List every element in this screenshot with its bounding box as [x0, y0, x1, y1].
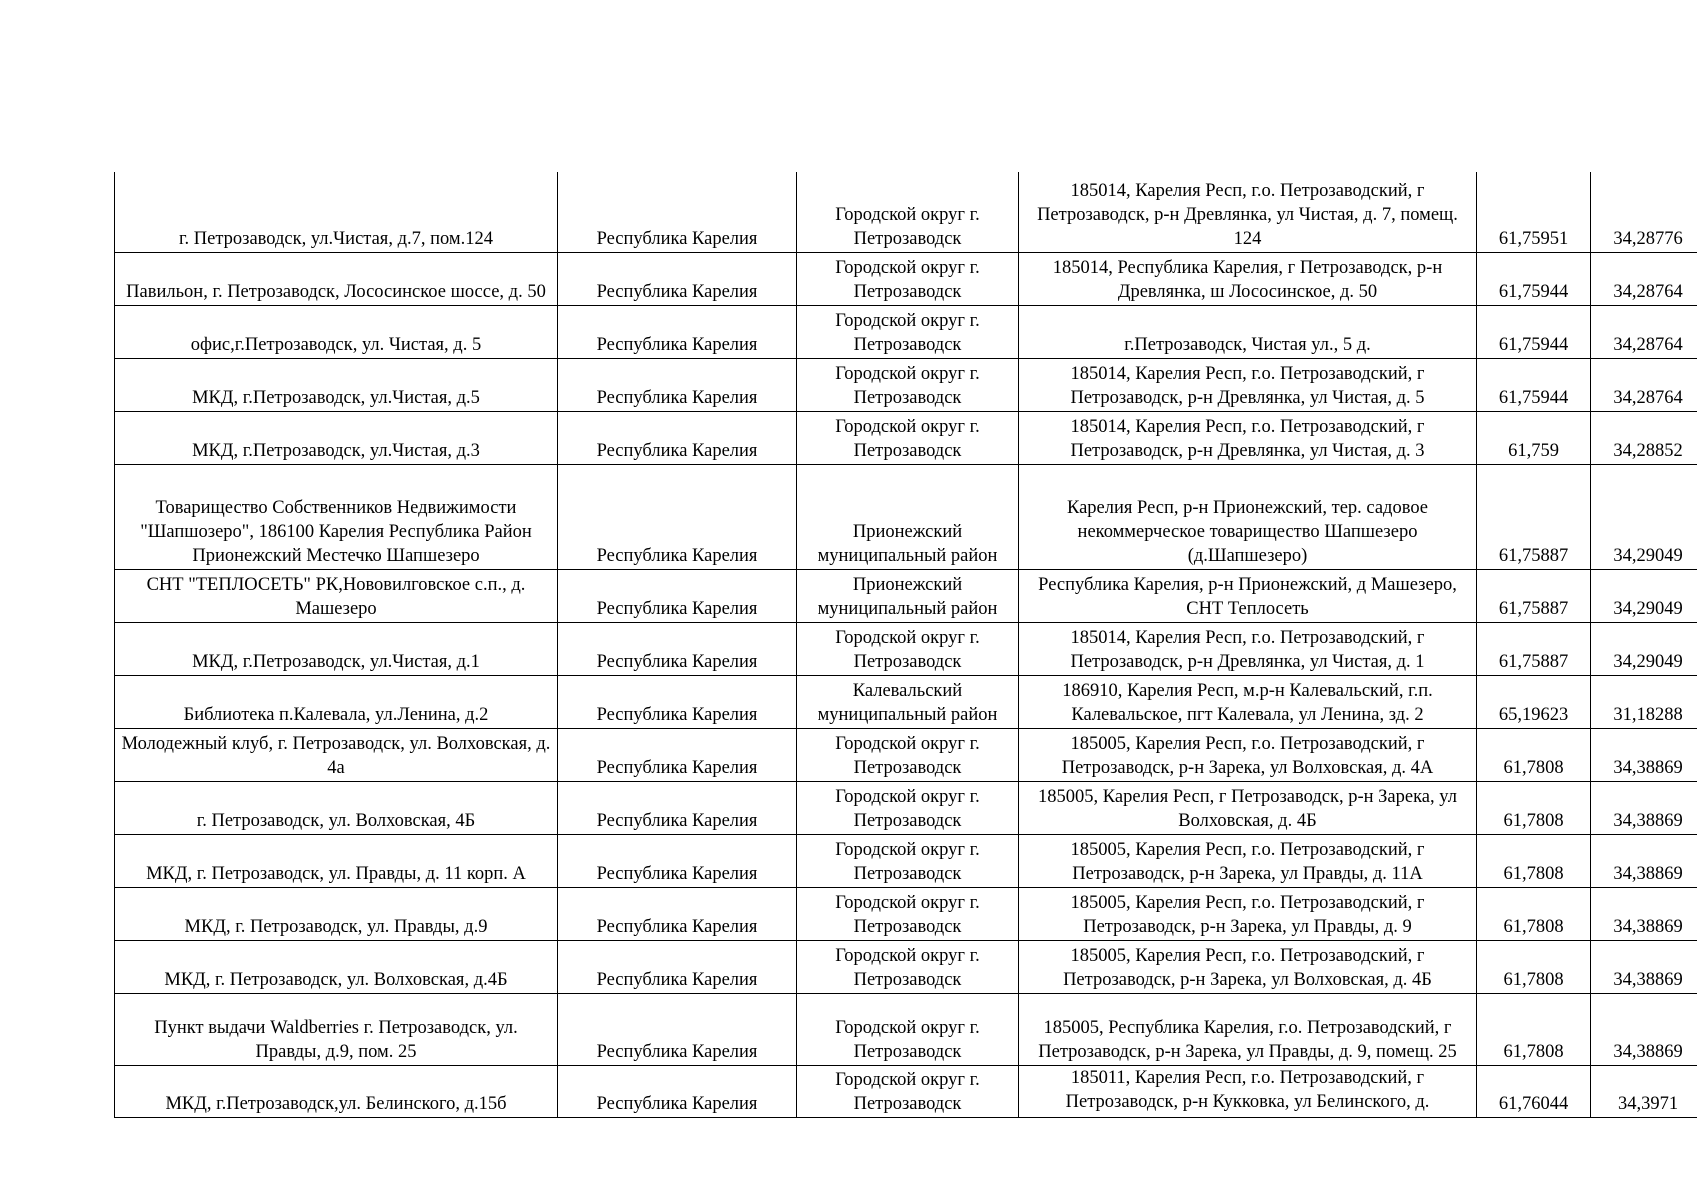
address-cell: Карелия Респ, р-н Прионежский, тер. садовое некоммерческое товарищество Шапшезеро (д.Шапшезеро)	[1019, 464, 1477, 569]
region-cell: Республика Карелия	[558, 305, 797, 358]
municipality-cell: Городской округ г. Петрозаводск	[797, 887, 1019, 940]
latitude-cell: 65,19623	[1477, 675, 1591, 728]
region-cell: Республика Карелия	[558, 940, 797, 993]
region-cell: Республика Карелия	[558, 834, 797, 887]
object-name-cell: Молодежный клуб, г. Петрозаводск, ул. Волховская, д. 4а	[115, 728, 558, 781]
municipality-cell: Городской округ г. Петрозаводск	[797, 834, 1019, 887]
table-row	[115, 464, 1697, 569]
latitude-cell: 61,7808	[1477, 834, 1591, 887]
longitude-cell: 34,28764	[1591, 305, 1697, 358]
table-row	[115, 622, 1697, 675]
object-name-cell: Павильон, г. Петрозаводск, Лососинское шоссе, д. 50	[115, 252, 558, 305]
table-row	[115, 728, 1697, 781]
region-cell: Республика Карелия	[558, 675, 797, 728]
table-row	[115, 887, 1697, 940]
table-row	[115, 411, 1697, 464]
municipality-cell: Прионежский муниципальный район	[797, 569, 1019, 622]
address-cell: 185005, Карелия Респ, г.о. Петрозаводский, г Петрозаводск, р-н Зарека, ул Правды, д. 9	[1019, 887, 1477, 940]
latitude-cell: 61,75944	[1477, 358, 1591, 411]
address-cell: 185014, Карелия Респ, г.о. Петрозаводский, г Петрозаводск, р-н Древлянка, ул Чистая, д. 1	[1019, 622, 1477, 675]
longitude-cell: 34,28776	[1591, 172, 1697, 252]
object-name-cell: МКД, г.Петрозаводск, ул.Чистая, д.1	[115, 622, 558, 675]
longitude-cell: 34,28764	[1591, 358, 1697, 411]
longitude-cell: 34,29049	[1591, 464, 1697, 569]
longitude-cell: 34,29049	[1591, 569, 1697, 622]
region-cell: Республика Карелия	[558, 252, 797, 305]
table-row	[115, 675, 1697, 728]
municipality-cell: Прионежский муниципальный район	[797, 464, 1019, 569]
latitude-cell: 61,7808	[1477, 781, 1591, 834]
longitude-cell: 34,38869	[1591, 728, 1697, 781]
latitude-cell: 61,76044	[1477, 1065, 1591, 1117]
address-cell: 185005, Карелия Респ, г.о. Петрозаводский, г Петрозаводск, р-н Зарека, ул Правды, д. 11А	[1019, 834, 1477, 887]
table-row	[115, 305, 1697, 358]
object-name-cell: Товарищество Собственников Недвижимости "Шапшозеро", 186100 Карелия Республика Район Прионежский Местечко Шапшезеро	[115, 464, 558, 569]
region-cell: Республика Карелия	[558, 781, 797, 834]
latitude-cell: 61,7808	[1477, 887, 1591, 940]
table-row	[115, 569, 1697, 622]
address-cell: 185005, Карелия Респ, г.о. Петрозаводский, г Петрозаводск, р-н Зарека, ул Волховская, д. 4А	[1019, 728, 1477, 781]
object-name-cell: офис,г.Петрозаводск, ул. Чистая, д. 5	[115, 305, 558, 358]
region-cell: Республика Карелия	[558, 569, 797, 622]
address-table	[114, 172, 1697, 1118]
longitude-cell: 34,38869	[1591, 834, 1697, 887]
longitude-cell: 34,38869	[1591, 781, 1697, 834]
region-cell: Республика Карелия	[558, 411, 797, 464]
municipality-cell: Городской округ г. Петрозаводск	[797, 252, 1019, 305]
region-cell: Республика Карелия	[558, 887, 797, 940]
object-name-cell: Библиотека п.Калевала, ул.Ленина, д.2	[115, 675, 558, 728]
region-cell: Республика Карелия	[558, 993, 797, 1065]
object-name-cell: г. Петрозаводск, ул.Чистая, д.7, пом.124	[115, 172, 558, 252]
latitude-cell: 61,7808	[1477, 728, 1591, 781]
latitude-cell: 61,75887	[1477, 464, 1591, 569]
longitude-cell: 34,28852	[1591, 411, 1697, 464]
longitude-cell: 34,3971	[1591, 1065, 1697, 1117]
latitude-cell: 61,75951	[1477, 172, 1591, 252]
address-cell: 185014, Республика Карелия, г Петрозаводск, р-н Древлянка, ш Лососинское, д. 50	[1019, 252, 1477, 305]
latitude-cell: 61,759	[1477, 411, 1591, 464]
longitude-cell: 34,38869	[1591, 993, 1697, 1065]
object-name-cell: МКД, г.Петрозаводск, ул.Чистая, д.3	[115, 411, 558, 464]
municipality-cell: Городской округ г. Петрозаводск	[797, 993, 1019, 1065]
address-cell: 185014, Карелия Респ, г.о. Петрозаводский, г Петрозаводск, р-н Древлянка, ул Чистая, д. 3	[1019, 411, 1477, 464]
longitude-cell: 34,28764	[1591, 252, 1697, 305]
table-row	[115, 993, 1697, 1065]
address-cell: 185011, Карелия Респ, г.о. Петрозаводский, г Петрозаводск, р-н Кукковка, ул Белинского, д.	[1019, 1065, 1477, 1117]
latitude-cell: 61,75887	[1477, 569, 1591, 622]
latitude-cell: 61,75887	[1477, 622, 1591, 675]
longitude-cell: 34,29049	[1591, 622, 1697, 675]
table-row	[115, 358, 1697, 411]
longitude-cell: 31,18288	[1591, 675, 1697, 728]
object-name-cell: МКД, г. Петрозаводск, ул. Правды, д.9	[115, 887, 558, 940]
region-cell: Республика Карелия	[558, 1065, 797, 1117]
object-name-cell: МКД, г. Петрозаводск, ул. Правды, д. 11 корп. А	[115, 834, 558, 887]
address-cell: Республика Карелия, р-н Прионежский, д Машезеро, СНТ Теплосеть	[1019, 569, 1477, 622]
address-cell: 185005, Республика Карелия, г.о. Петрозаводский, г Петрозаводск, р-н Зарека, ул Правды, д. 9, помещ. 25	[1019, 993, 1477, 1065]
table-row	[115, 834, 1697, 887]
municipality-cell: Городской округ г. Петрозаводск	[797, 411, 1019, 464]
region-cell: Республика Карелия	[558, 728, 797, 781]
address-cell: 185014, Карелия Респ, г.о. Петрозаводский, г Петрозаводск, р-н Древлянка, ул Чистая, д. 7, помещ. 124	[1019, 172, 1477, 252]
municipality-cell: Городской округ г. Петрозаводск	[797, 358, 1019, 411]
latitude-cell: 61,75944	[1477, 252, 1591, 305]
object-name-cell: СНТ "ТЕПЛОСЕТЬ" РК,Нововилговское с.п., д. Машезеро	[115, 569, 558, 622]
municipality-cell: Городской округ г. Петрозаводск	[797, 305, 1019, 358]
table-row	[115, 1065, 1697, 1117]
table-body	[115, 172, 1697, 1117]
longitude-cell: 34,38869	[1591, 887, 1697, 940]
region-cell: Республика Карелия	[558, 358, 797, 411]
latitude-cell: 61,75944	[1477, 305, 1591, 358]
object-name-cell: МКД, г.Петрозаводск, ул.Чистая, д.5	[115, 358, 558, 411]
region-cell: Республика Карелия	[558, 172, 797, 252]
table-row	[115, 172, 1697, 252]
longitude-cell: 34,38869	[1591, 940, 1697, 993]
address-cell: г.Петрозаводск, Чистая ул., 5 д.	[1019, 305, 1477, 358]
municipality-cell: Городской округ г. Петрозаводск	[797, 940, 1019, 993]
address-cell: 185005, Карелия Респ, г.о. Петрозаводский, г Петрозаводск, р-н Зарека, ул Волховская, д. 4Б	[1019, 940, 1477, 993]
object-name-cell: Пункт выдачи Waldberries г. Петрозаводск, ул. Правды, д.9, пом. 25	[115, 993, 558, 1065]
municipality-cell: Городской округ г. Петрозаводск	[797, 781, 1019, 834]
latitude-cell: 61,7808	[1477, 993, 1591, 1065]
table-row	[115, 252, 1697, 305]
municipality-cell: Калевальский муниципальный район	[797, 675, 1019, 728]
municipality-cell: Городской округ г. Петрозаводск	[797, 622, 1019, 675]
address-cell: 185014, Карелия Респ, г.о. Петрозаводский, г Петрозаводск, р-н Древлянка, ул Чистая, д. 5	[1019, 358, 1477, 411]
region-cell: Республика Карелия	[558, 464, 797, 569]
municipality-cell: Городской округ г. Петрозаводск	[797, 728, 1019, 781]
region-cell: Республика Карелия	[558, 622, 797, 675]
address-cell: 185005, Карелия Респ, г Петрозаводск, р-н Зарека, ул Волховская, д. 4Б	[1019, 781, 1477, 834]
municipality-cell: Городской округ г. Петрозаводск	[797, 1065, 1019, 1117]
latitude-cell: 61,7808	[1477, 940, 1591, 993]
object-name-cell: МКД, г.Петрозаводск,ул. Белинского, д.15б	[115, 1065, 558, 1117]
table-row	[115, 781, 1697, 834]
address-cell: 186910, Карелия Респ, м.р-н Калевальский, г.п. Калевальское, пгт Калевала, ул Ленина, зд. 2	[1019, 675, 1477, 728]
object-name-cell: г. Петрозаводск, ул. Волховская, 4Б	[115, 781, 558, 834]
municipality-cell: Городской округ г. Петрозаводск	[797, 172, 1019, 252]
table-row	[115, 940, 1697, 993]
object-name-cell: МКД, г. Петрозаводск, ул. Волховская, д.4Б	[115, 940, 558, 993]
